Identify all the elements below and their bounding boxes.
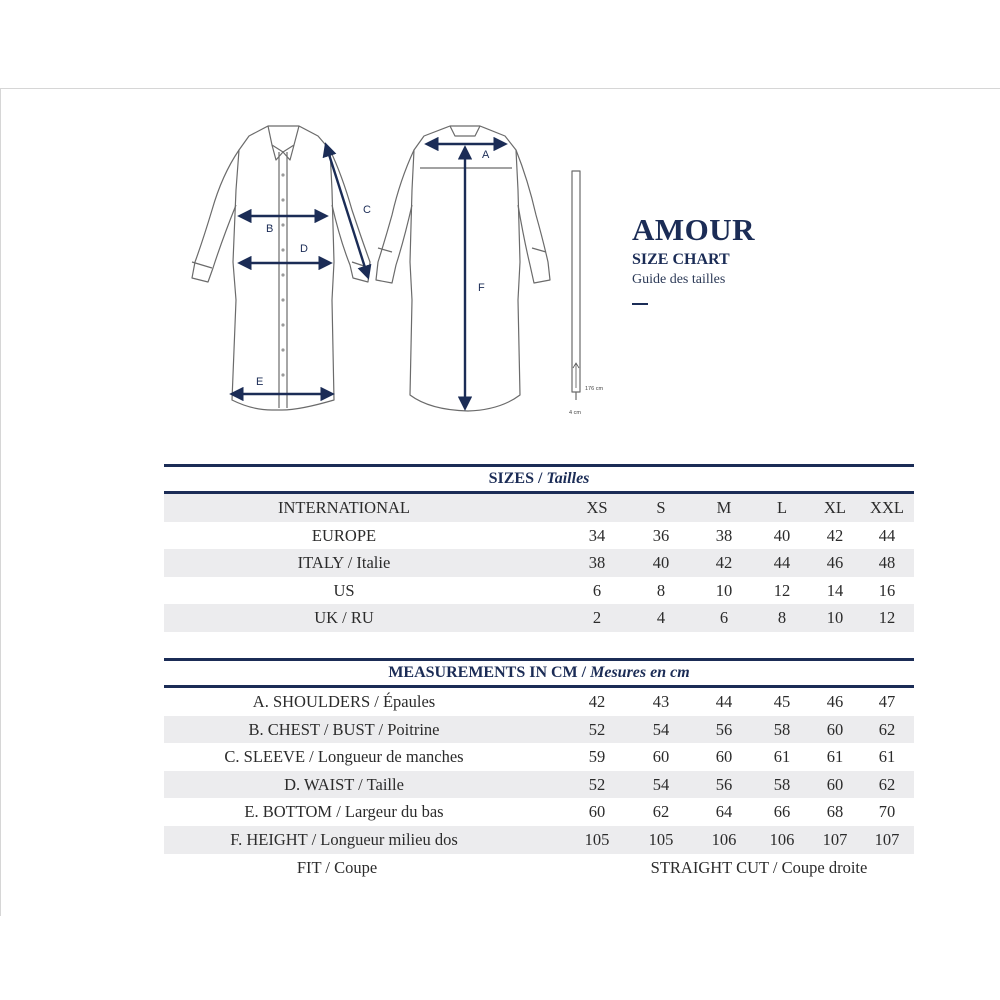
table-cell: 105 (648, 829, 674, 849)
table-cell: 42 (588, 692, 606, 711)
row-label: F. HEIGHT / Longueur milieu dos (230, 829, 458, 849)
table-row (164, 577, 914, 605)
table-cell: 12 (773, 580, 791, 600)
table-row (164, 604, 914, 632)
label-b: B (266, 223, 274, 235)
table-cell: 52 (588, 719, 606, 739)
sizes-table (164, 464, 914, 632)
table-cell: 61 (826, 747, 844, 767)
label-f: F (478, 282, 485, 294)
table-cell: 2 (592, 608, 602, 628)
row-label: B. CHEST / BUST / Poitrine (248, 719, 440, 739)
table-row (164, 688, 914, 716)
table-cell: XS (586, 498, 608, 517)
table-cell: 38 (588, 553, 606, 573)
table-cell: 12 (878, 608, 896, 628)
table-cell: 59 (588, 747, 606, 767)
table-cell: 60 (715, 747, 733, 767)
table-cell: 46 (826, 692, 844, 711)
model-width-label: 4 cm (569, 410, 581, 416)
back-view-drawing (376, 126, 550, 411)
model-height-label: 176 cm (585, 386, 604, 392)
table-cell: 42 (826, 525, 844, 545)
table-cell: S (656, 498, 666, 517)
table-cell: 6 (592, 580, 602, 600)
table-cell: 10 (715, 580, 733, 600)
label-d: D (300, 243, 308, 255)
table-cell: L (776, 498, 788, 517)
sizes-heading: SIZES / Tailles (488, 470, 590, 487)
table-cell: 44 (715, 692, 733, 711)
table-cell: 62 (878, 774, 896, 794)
table-cell: 16 (878, 580, 896, 600)
table-row (164, 494, 914, 522)
table-cell: 106 (711, 829, 737, 849)
table-cell: 8 (656, 580, 666, 600)
table-row (164, 798, 914, 826)
measurements-heading: MEASUREMENTS IN CM / Mesures en cm (388, 664, 690, 681)
table-cell: 54 (652, 774, 670, 794)
brand-block (632, 212, 755, 305)
table-cell: M (716, 498, 732, 517)
table-cell: 10 (826, 608, 844, 628)
table-cell: 46 (826, 553, 844, 573)
table-cell: 62 (652, 802, 670, 822)
table-cell: 60 (826, 774, 844, 794)
table-cell: 56 (715, 719, 733, 739)
table-cell: 43 (652, 692, 670, 711)
table-cell: 105 (584, 829, 610, 849)
table-cell: 44 (878, 525, 896, 545)
table-cell: 8 (777, 608, 787, 628)
table-cell: 36 (652, 525, 670, 545)
row-label: UK / RU (314, 608, 374, 628)
table-cell: 62 (878, 719, 896, 739)
row-label: INTERNATIONAL (278, 498, 410, 517)
table-row (164, 549, 914, 577)
table-cell: 60 (652, 747, 670, 767)
table-cell: 61 (773, 747, 791, 767)
table-cell: 52 (588, 774, 606, 794)
row-label: E. BOTTOM / Largeur du bas (244, 802, 444, 822)
table-cell: 68 (826, 802, 844, 822)
table-cell: 61 (878, 747, 896, 767)
table-cell: 70 (878, 802, 896, 822)
table-row (164, 826, 914, 854)
table-cell: 64 (715, 802, 733, 822)
table-cell: XXL (870, 498, 904, 517)
garment-diagram (0, 0, 1000, 440)
table-cell: 56 (715, 774, 733, 794)
row-label: D. WAIST / Taille (284, 774, 404, 794)
row-label: ITALY / Italie (297, 553, 391, 573)
table-cell: 106 (769, 829, 795, 849)
table-cell: 60 (588, 802, 606, 822)
table-row (164, 716, 914, 744)
table-cell: 54 (652, 719, 670, 739)
table-cell: 45 (773, 692, 791, 711)
table-row (164, 522, 914, 550)
fit-value: STRAIGHT CUT / Coupe droite (650, 857, 868, 877)
table-cell: 40 (773, 525, 791, 545)
table-cell: 107 (874, 829, 900, 849)
table-cell: 34 (588, 525, 606, 545)
table-cell: 4 (656, 608, 666, 628)
table-cell: 42 (715, 553, 733, 573)
table-cell: 44 (773, 553, 791, 573)
table-cell: XL (824, 498, 846, 517)
table-row (164, 771, 914, 799)
table-cell: 14 (826, 580, 844, 600)
label-e: E (256, 376, 264, 388)
row-label: EUROPE (311, 525, 377, 545)
row-label: US (333, 580, 355, 600)
table-cell: 48 (878, 553, 896, 573)
row-label: C. SLEEVE / Longueur de manches (224, 747, 464, 767)
table-cell: 58 (773, 719, 791, 739)
brand-name: AMOUR (632, 212, 756, 247)
table-row (164, 743, 914, 771)
table-cell: 40 (652, 553, 670, 573)
label-c: C (363, 204, 371, 216)
brand-subtitle-fr: Guide des tailles (632, 272, 726, 287)
table-cell: 38 (715, 525, 733, 545)
fit-row (164, 854, 914, 882)
table-cell: 58 (773, 774, 791, 794)
table-cell: 6 (719, 608, 729, 628)
label-a: A (482, 149, 490, 161)
table-cell: 66 (773, 802, 791, 822)
brand-subtitle: SIZE CHART (632, 251, 730, 268)
fit-label: FIT / Coupe (296, 857, 378, 877)
table-cell: 47 (878, 692, 896, 711)
row-label: A. SHOULDERS / Épaules (252, 692, 436, 711)
table-cell: 60 (826, 719, 844, 739)
front-view-drawing (192, 126, 370, 410)
measurements-table (164, 658, 914, 881)
brand-divider (632, 303, 648, 305)
table-cell: 107 (822, 829, 848, 849)
